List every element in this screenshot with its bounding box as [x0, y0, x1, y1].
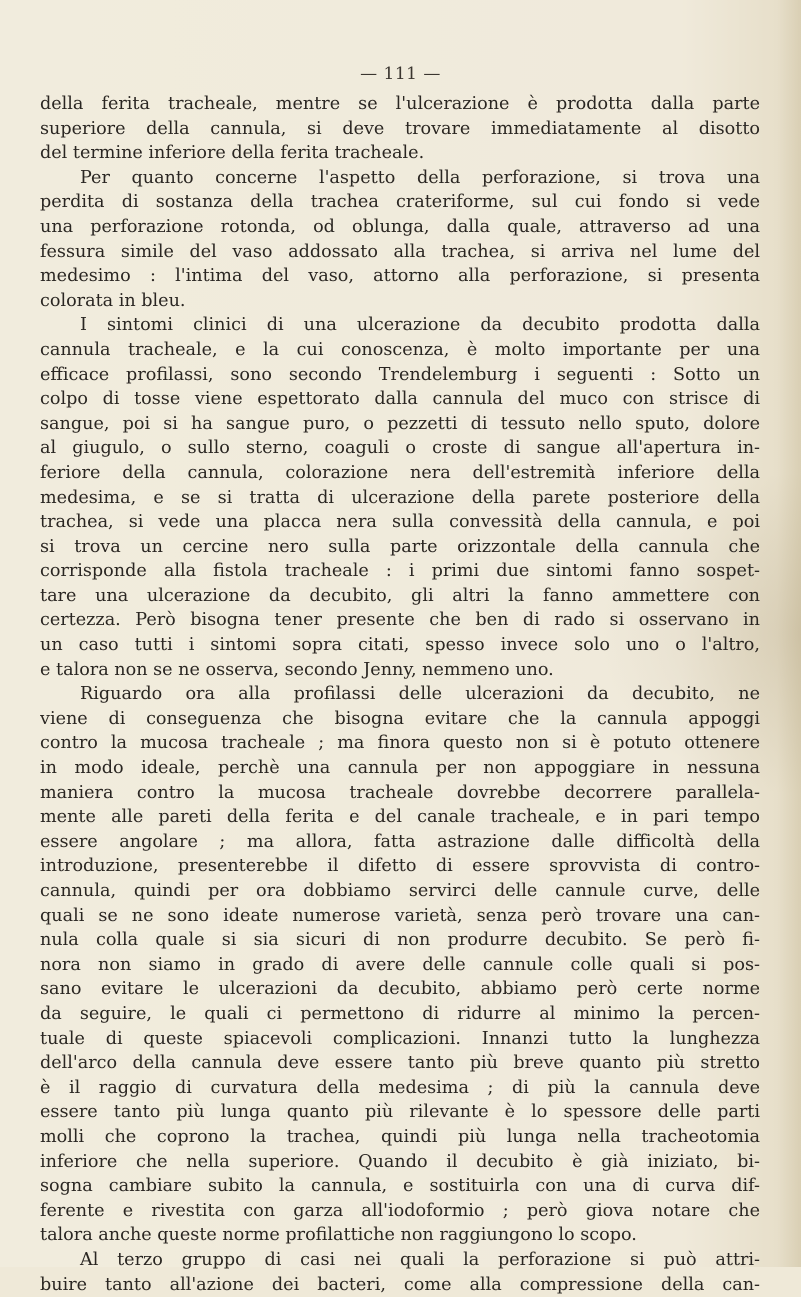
- text-line: corrisponde alla fistola tracheale : i primi due sintomi fanno sospet-: [40, 559, 760, 584]
- text-line: dell'arco della cannula deve essere tanto più breve quanto più stretto: [40, 1051, 760, 1076]
- text-line: fessura simile del vaso addossato alla trachea, si arriva nel lume del: [40, 240, 760, 265]
- text-line: molli che coprono la trachea, quindi più lunga nella tracheotomia: [40, 1125, 760, 1150]
- text-line: essere tanto più lunga quanto più rilevante è lo spessore delle parti: [40, 1100, 760, 1125]
- text-line: sano evitare le ulcerazioni da decubito, abbiamo però certe norme: [40, 977, 760, 1002]
- text-line: cannula tracheale, e la cui conoscenza, è molto importante per una: [40, 338, 760, 363]
- text-line: in modo ideale, perchè una cannula per non appoggiare in nessuna: [40, 756, 760, 781]
- text-line: ferente e rivestita con garza all'iodoformio ; però giova notare che: [40, 1199, 760, 1224]
- text-line: un caso tutti i sintomi sopra citati, spesso invece solo uno o l'altro,: [40, 633, 760, 658]
- paragraph-start-line: Per quanto concerne l'aspetto della perforazione, si trova una: [40, 166, 760, 191]
- body-text: [40, 92, 760, 1297]
- paragraph-start-line: Riguardo ora alla profilassi delle ulcerazioni da decubito, ne: [40, 682, 760, 707]
- text-line: colorata in bleu.: [40, 289, 760, 314]
- text-line: trachea, si vede una placca nera sulla convessità della cannula, e poi: [40, 510, 760, 535]
- text-line: medesimo : l'intima del vaso, attorno alla perforazione, si presenta: [40, 264, 760, 289]
- text-line: è il raggio di curvatura della medesima ; di più la cannula deve: [40, 1076, 760, 1101]
- page-number: — 111 —: [0, 64, 801, 84]
- text-line: al giugulo, o sullo sterno, coaguli o croste di sangue all'apertura in-: [40, 436, 760, 461]
- text-line: contro la mucosa tracheale ; ma finora questo non si è potuto ottenere: [40, 731, 760, 756]
- text-line: viene di conseguenza che bisogna evitare che la cannula appoggi: [40, 707, 760, 732]
- text-line: medesima, e se si tratta di ulcerazione della parete posteriore della: [40, 486, 760, 511]
- paragraph-start-line: Al terzo gruppo di casi nei quali la perforazione si può attri-: [40, 1248, 760, 1273]
- text-line: e talora non se ne osserva, secondo Jenny, nemmeno uno.: [40, 658, 760, 683]
- text-line: maniera contro la mucosa tracheale dovrebbe decorrere parallela-: [40, 781, 760, 806]
- text-line: introduzione, presenterebbe il difetto di essere sprovvista di contro-: [40, 854, 760, 879]
- text-line: cannula, quindi per ora dobbiamo servirci delle cannule curve, delle: [40, 879, 760, 904]
- text-line: della ferita tracheale, mentre se l'ulcerazione è prodotta dalla parte: [40, 92, 760, 117]
- text-line: certezza. Però bisogna tener presente che ben di rado si osservano in: [40, 608, 760, 633]
- text-line: colpo di tosse viene espettorato dalla cannula del muco con strisce di: [40, 387, 760, 412]
- text-line: buire tanto all'azione dei bacteri, come alla compressione della can-: [40, 1273, 760, 1297]
- text-line: sogna cambiare subito la cannula, e sostituirla con una di curva dif-: [40, 1174, 760, 1199]
- text-line: quali se ne sono ideate numerose varietà, senza però trovare una can-: [40, 904, 760, 929]
- text-line: mente alle pareti della ferita e del canale tracheale, e in pari tempo: [40, 805, 760, 830]
- text-line: nora non siamo in grado di avere delle cannule colle quali si pos-: [40, 953, 760, 978]
- text-line: una perforazione rotonda, od oblunga, dalla quale, attraverso ad una: [40, 215, 760, 240]
- text-line: perdita di sostanza della trachea crateriforme, sul cui fondo si vede: [40, 190, 760, 215]
- paragraph-start-line: I sintomi clinici di una ulcerazione da decubito prodotta dalla: [40, 313, 760, 338]
- text-line: essere angolare ; ma allora, fatta astrazione dalle difficoltà della: [40, 830, 760, 855]
- text-line: talora anche queste norme profilattiche non raggiungono lo scopo.: [40, 1223, 760, 1248]
- text-line: inferiore che nella superiore. Quando il decubito è già iniziato, bi-: [40, 1150, 760, 1175]
- text-line: sangue, poi si ha sangue puro, o pezzetti di tessuto nello sputo, dolore: [40, 412, 760, 437]
- text-line: tare una ulcerazione da decubito, gli altri la fanno ammettere con: [40, 584, 760, 609]
- text-line: si trova un cercine nero sulla parte orizzontale della cannula che: [40, 535, 760, 560]
- text-line: da seguire, le quali ci permettono di ridurre al minimo la percen-: [40, 1002, 760, 1027]
- text-line: nula colla quale si sia sicuri di non produrre decubito. Se però fi-: [40, 928, 760, 953]
- text-line: tuale di queste spiacevoli complicazioni. Innanzi tutto la lunghezza: [40, 1027, 760, 1052]
- text-line: del termine inferiore della ferita tracheale.: [40, 141, 760, 166]
- text-line: superiore della cannula, si deve trovare immediatamente al disotto: [40, 117, 760, 142]
- text-line: feriore della cannula, colorazione nera dell'estremità inferiore della: [40, 461, 760, 486]
- text-line: efficace profilassi, sono secondo Trendelemburg i seguenti : Sotto un: [40, 363, 760, 388]
